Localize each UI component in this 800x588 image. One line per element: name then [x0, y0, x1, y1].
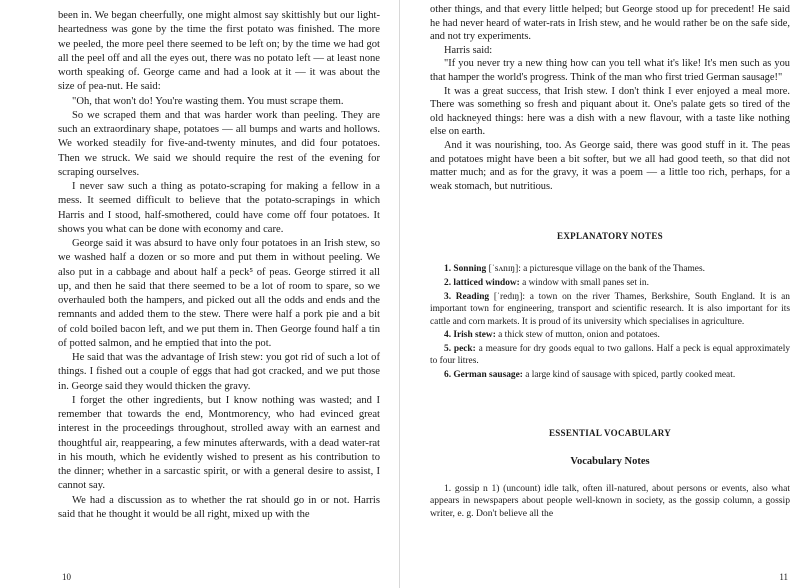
vocabulary-notes-heading: Vocabulary Notes	[570, 455, 650, 467]
note-term: 6. German sausage:	[444, 370, 523, 381]
vocab-entry: 1. gossip n 1) (uncount) idle talk, often ill-natured, about persons or events, also what appears in newspapers about people well-known in society, as the gossip column, a gossip writer, e. g. Don't believe all the	[430, 482, 790, 520]
paragraph: I never saw such a thing as potato-scraping for making a fellow in a mess. It seemed difficult to believe that the potato-scrapings in which Harris and I stood, half-smothered, could have come off four potatoes. It shows you what can be done with economy and care.	[58, 181, 380, 235]
note-text: [ˈsʌnɪŋ]: a picturesque village on the bank of the Thames.	[486, 264, 705, 275]
paragraph: "Oh, that won't do! You're wasting them. You must scrape them.	[72, 95, 344, 107]
note-term: 5. peck:	[444, 343, 476, 354]
note-item	[430, 329, 790, 342]
note-text: a large kind of sausage with spiced, partly cooked meat.	[522, 370, 736, 381]
paragraph: I forget the other ingredients, but I know nothing was wasted; and I remember that towards the end, Montmorency, who had evinced great interest in the proceedings throughout, strolled away with an earnest and thoughtful air, reappearing, a few minutes afterwards, with a dead water-rat in his mouth, which he evidently wished to present as his contribution to the dinner; whether in a sarcastic spirit, or with a general desire to assist, I cannot say.	[58, 394, 380, 492]
note-text: a thick stew of mutton, onion and potatoes.	[495, 330, 660, 341]
note-item	[430, 291, 790, 329]
paragraph: Harris said:	[444, 44, 493, 56]
paragraph: So we scraped them and that was harder work than peeling. They are such an extraordinary shape, potatoes — all bumps and warts and hollows. We worked steadily for five-and-twenty minutes, and did four potatoes. Then we struck. We said we should require the rest of the evening for scraping ourselves.	[58, 109, 380, 178]
right-page-body	[430, 3, 790, 193]
note-text: [ˈredɪŋ]: a town on the river Thames, Berkshire, South England. It is an important town for engineering, transport and scientific research. It is also important for its cattle and corn markets. It is proud of its university which specialises in agriculture.	[430, 291, 790, 327]
note-item	[430, 263, 790, 276]
paragraph: George said it was absurd to have only four potatoes in an Irish stew, so we washed half a dozen or so more and put them in without peeling. We also put in a cabbage and about half a peck⁵ of peas. George stirred it all up, and then he said that there seemed to be a lot of room to spare, so we overhauled both the hampers, and picked out all the odds and ends and the remnants and added them to the stew. There were half a pork pie and a bit of cold boiled bacon left, and we put them in. Then George found half a tin of potted salmon, and he emptied that into the pot.	[58, 238, 380, 349]
note-item	[430, 369, 790, 382]
right-page	[400, 0, 800, 588]
note-term: 3. Reading	[444, 291, 490, 302]
paragraph: "If you never try a new thing how can you tell what it's like! It's men such as you that hamper the world's progress. Think of the man who first tried German sausage!"	[430, 58, 790, 83]
essential-vocabulary-heading: ESSENTIAL VOCABULARY	[548, 427, 672, 438]
note-item	[430, 277, 790, 290]
paragraph: He said that was the advantage of Irish stew: you got rid of such a lot of things. I fished out a couple of eggs that had got cracked, and we put those in. George said they would thicken the gravy.	[58, 352, 380, 392]
note-text: a measure for dry goods equal to two gallons. Half a peck is equal approximately to four litres.	[430, 343, 791, 367]
paragraph: It was a great success, that Irish stew. I don't think I ever enjoyed a meal more. There was something so fresh and piquant about it. One's palate gets so tired of the old hackneyed things: here was a dish with a new flavour, with a taste like nothing else on earth.	[430, 85, 790, 138]
left-page-body	[58, 9, 380, 522]
note-term: 1. Sonning	[444, 264, 487, 275]
page-number-right: 11	[779, 572, 788, 582]
note-term: 4. Irish stew:	[444, 330, 496, 341]
note-term: 2. latticed window:	[444, 277, 520, 288]
paragraph: other things, and that every little helped; but George stood up for precedent! He said he had never heard of water-rats in Irish stew, and he would rather be on the safe side, and not try experiments.	[430, 4, 790, 43]
paragraph: We had a discussion as to whether the rat should go in or not. Harris said that he thought it would be all right, mixed up with the	[58, 494, 380, 520]
explanatory-notes	[430, 263, 790, 381]
note-item	[430, 343, 790, 368]
paragraph: And it was nourishing, too. As George said, there was good stuff in it. The peas and potatoes might have been a bit softer, but we all had good teeth, so that did not matter much; and as for the gravy, it was a poem — a little too rich, perhaps, for a weak stomach, but nutritious.	[430, 139, 790, 192]
explanatory-notes-heading: EXPLANATORY NOTES	[557, 231, 663, 242]
paragraph: been in. We began cheerfully, one might almost say skittishly but our light-heartedness was gone by the time the first potato was finished. The more we peeled, the more peel there seemed to be left on; by the time we had got all the peel off and all the eyes out, there was no potato left — at least none worth speaking of. George came and had a look at it — it was about the size of pea-nut. He said:	[58, 10, 380, 93]
note-text: a window with small panes set in.	[519, 277, 649, 288]
page-number-left: 10	[62, 572, 71, 582]
vocabulary-notes	[430, 483, 790, 521]
